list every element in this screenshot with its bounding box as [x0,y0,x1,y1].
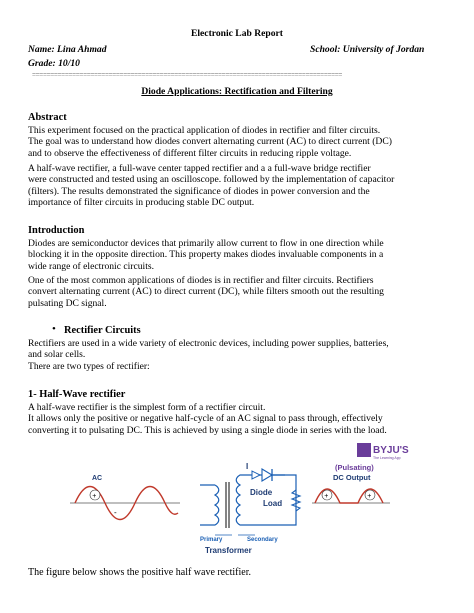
text-line: importance of filter circuits in producing stable DC output. [28,197,255,209]
separator-line: ===================================================================================== [32,71,343,79]
transformer-label: Transformer [205,546,252,555]
transformer [200,475,245,528]
diode-label: Diode [250,488,273,497]
text-line: There are two types of rectifier: [28,360,150,372]
ac-label: AC [92,475,103,482]
student-name: Name: Lina Ahmad [28,44,107,55]
primary-coil [200,485,219,525]
text-line: pulsating DC signal. [28,297,107,309]
text-line: It allows only the positive or negative half-cycle of an AC signal to pass through, effectively [28,413,383,425]
grade: Grade: 10/10 [28,58,80,69]
bullet-icon: • [52,323,56,335]
text-line: converting it to pulsating DC. This is achieved by using a single diode in series with the load. [28,424,387,436]
school-name: School: University of Jordan [310,44,425,55]
text-line: were constructed and tested using an oscilloscope. followed by the implementation of capacitor [28,174,395,186]
introduction-heading: Introduction [28,225,85,236]
text-line: Rectifiers are used in a wide variety of electronic devices, including power supplies, batteries, [28,338,389,349]
text-line: Diodes are semiconductor devices that primarily allow current to flow in one direction while [28,238,384,249]
plus-sign: + [324,492,329,500]
logo-mark [357,443,371,457]
text-line: A half-wave rectifier is the simplest form of a rectifier circuit. [28,402,266,413]
abstract-heading: Abstract [28,112,67,123]
text-line: and solar cells. [28,349,86,361]
output-label-1: (Pulsating) [335,463,374,472]
closing-sentence: The figure below shows the positive half wave rectifier. [28,567,251,578]
secondary-coil [236,475,245,525]
text-line: (filters). The results demonstrated the significance of diodes in power conversion and the [28,185,370,197]
text-line: This experiment focused on the practical application of diodes in rectifier and filter circuits. [28,125,381,136]
logo-text: BYJU'S [373,445,409,456]
primary-label: Primary [200,537,223,543]
text-line: convert alternating current (AC) to direct current (DC), while filters smooth out the resulting [28,286,384,298]
introduction-paragraph-1 [28,238,453,272]
plus-sign: + [367,492,372,500]
report-title: Diode Applications: Rectification and Filtering [141,86,333,97]
rectifier-paragraph [28,338,453,372]
half-wave-heading: 1- Half-Wave rectifier [28,389,126,400]
current-label: I [246,462,249,471]
half-wave-rectifier-diagram [0,440,474,560]
minus-sign: - [114,508,117,517]
text-line: blocking it in the opposite direction. This property makes diodes invaluable components in a [28,249,384,261]
abstract-paragraph-2 [28,163,453,209]
logo-subtext: The Learning App [373,456,401,460]
abstract-paragraph-1 [28,125,453,159]
output-label-2: DC Output [333,473,371,482]
text-line: The goal was to understand how diodes convert alternating current (AC) to direct current (DC) [28,136,392,148]
byjus-logo [357,443,409,460]
report-header-title: Electronic Lab Report [190,28,284,39]
text-line: and to observe the effectiveness of different filter circuits in reducing ripple voltage. [28,147,352,159]
introduction-paragraph-2 [28,275,453,309]
diode-icon [262,469,272,481]
load-label: Load [263,499,283,508]
half-wave-paragraph [28,402,453,436]
secondary-label: Secondary [247,537,278,543]
text-line: wide range of electronic circuits. [28,260,154,272]
rectifier-heading: Rectifier Circuits [64,325,141,336]
text-line: A half-wave rectifier, a full-wave center tapped rectifier and a a full-wave bridge rectifier [28,163,371,174]
plus-sign: + [92,492,97,500]
diode-symbol [262,469,272,481]
text-line: One of the most common applications of diodes is in rectifier and filter circuits. Rectifiers [28,275,374,286]
current-arrow-icon [252,471,260,479]
